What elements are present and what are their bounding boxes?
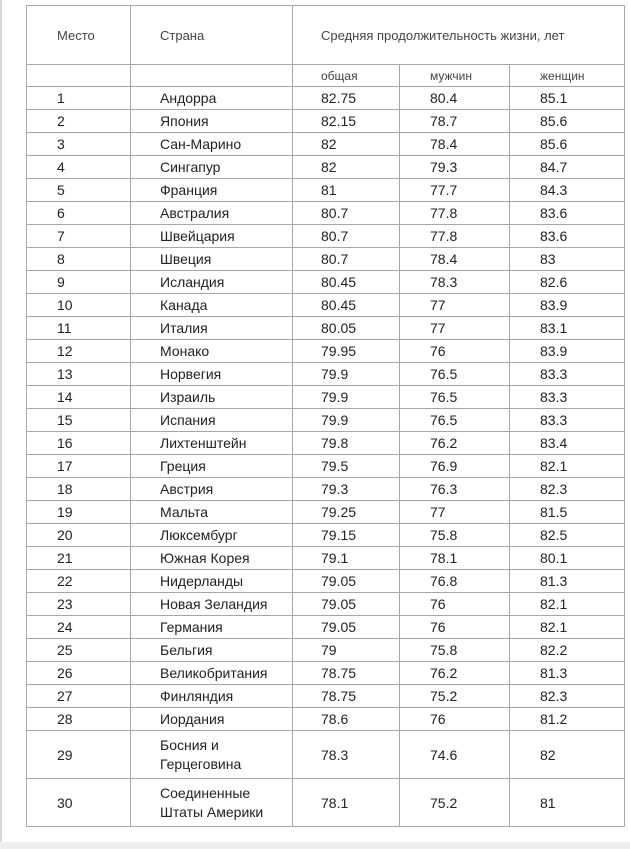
cell-country: Италия bbox=[131, 317, 293, 340]
cell-women: 83.3 bbox=[510, 386, 625, 409]
cell-total: 82 bbox=[293, 156, 400, 179]
cell-men: 80.4 bbox=[400, 87, 510, 110]
cell-country: Франция bbox=[131, 179, 293, 202]
header-life-expectancy: Средняя продолжительность жизни, лет bbox=[293, 6, 625, 65]
header-total: общая bbox=[293, 65, 400, 87]
table-row bbox=[27, 317, 625, 340]
cell-women: 83.1 bbox=[510, 317, 625, 340]
cell-place: 21 bbox=[27, 547, 131, 570]
cell-men: 77.8 bbox=[400, 202, 510, 225]
cell-men: 76 bbox=[400, 708, 510, 731]
table-row bbox=[27, 202, 625, 225]
table-row bbox=[27, 409, 625, 432]
cell-women: 85.6 bbox=[510, 110, 625, 133]
table-row bbox=[27, 363, 625, 386]
table-row bbox=[27, 570, 625, 593]
table-row bbox=[27, 455, 625, 478]
cell-place: 22 bbox=[27, 570, 131, 593]
cell-men: 75.2 bbox=[400, 779, 510, 827]
cell-country: Швеция bbox=[131, 248, 293, 271]
cell-total: 79.8 bbox=[293, 432, 400, 455]
cell-country: Испания bbox=[131, 409, 293, 432]
header-country: Страна bbox=[131, 6, 293, 65]
cell-men: 78.4 bbox=[400, 248, 510, 271]
cell-men: 77.7 bbox=[400, 179, 510, 202]
cell-men: 77.8 bbox=[400, 225, 510, 248]
cell-place: 13 bbox=[27, 363, 131, 386]
table-row bbox=[27, 685, 625, 708]
cell-women: 81.3 bbox=[510, 662, 625, 685]
header-place: Место bbox=[27, 6, 131, 65]
cell-country: Греция bbox=[131, 455, 293, 478]
cell-total: 79.25 bbox=[293, 501, 400, 524]
cell-women: 83 bbox=[510, 248, 625, 271]
table-row bbox=[27, 248, 625, 271]
table-row bbox=[27, 779, 625, 827]
cell-men: 76.5 bbox=[400, 363, 510, 386]
cell-place: 7 bbox=[27, 225, 131, 248]
table-row bbox=[27, 731, 625, 779]
cell-country: Финляндия bbox=[131, 685, 293, 708]
cell-total: 80.7 bbox=[293, 248, 400, 271]
cell-women: 82.5 bbox=[510, 524, 625, 547]
table-row bbox=[27, 524, 625, 547]
table-row bbox=[27, 271, 625, 294]
cell-men: 76 bbox=[400, 616, 510, 639]
cell-women: 82.3 bbox=[510, 685, 625, 708]
cell-total: 79.3 bbox=[293, 478, 400, 501]
cell-men: 79.3 bbox=[400, 156, 510, 179]
cell-place: 8 bbox=[27, 248, 131, 271]
cell-total: 80.45 bbox=[293, 294, 400, 317]
cell-total: 80.7 bbox=[293, 202, 400, 225]
cell-country: Лихтенштейн bbox=[131, 432, 293, 455]
cell-total: 80.7 bbox=[293, 225, 400, 248]
cell-country: Израиль bbox=[131, 386, 293, 409]
cell-place: 3 bbox=[27, 133, 131, 156]
cell-women: 82.6 bbox=[510, 271, 625, 294]
cell-place: 11 bbox=[27, 317, 131, 340]
table-header bbox=[27, 6, 625, 87]
cell-country: Люксембург bbox=[131, 524, 293, 547]
cell-women: 81.2 bbox=[510, 708, 625, 731]
cell-women: 82.1 bbox=[510, 616, 625, 639]
cell-men: 76.5 bbox=[400, 386, 510, 409]
cell-men: 78.4 bbox=[400, 133, 510, 156]
cell-place: 20 bbox=[27, 524, 131, 547]
table-row bbox=[27, 294, 625, 317]
cell-country: Сингапур bbox=[131, 156, 293, 179]
cell-place: 27 bbox=[27, 685, 131, 708]
cell-women: 83.9 bbox=[510, 340, 625, 363]
cell-country: Норвегия bbox=[131, 363, 293, 386]
cell-country: Япония bbox=[131, 110, 293, 133]
header-men: мужчин bbox=[400, 65, 510, 87]
cell-total: 78.1 bbox=[293, 779, 400, 827]
cell-place: 29 bbox=[27, 731, 131, 779]
cell-place: 17 bbox=[27, 455, 131, 478]
table-row bbox=[27, 386, 625, 409]
cell-country: Монако bbox=[131, 340, 293, 363]
cell-country: Мальта bbox=[131, 501, 293, 524]
cell-total: 78.75 bbox=[293, 685, 400, 708]
cell-place: 16 bbox=[27, 432, 131, 455]
life-expectancy-table bbox=[26, 5, 625, 827]
table-row bbox=[27, 87, 625, 110]
cell-men: 77 bbox=[400, 317, 510, 340]
cell-place: 19 bbox=[27, 501, 131, 524]
header-country-empty bbox=[131, 65, 293, 87]
cell-total: 79.9 bbox=[293, 363, 400, 386]
cell-women: 82.1 bbox=[510, 455, 625, 478]
cell-place: 1 bbox=[27, 87, 131, 110]
left-border-line bbox=[0, 0, 2, 842]
cell-country: Швейцария bbox=[131, 225, 293, 248]
cell-country: Великобритания bbox=[131, 662, 293, 685]
cell-place: 6 bbox=[27, 202, 131, 225]
cell-men: 76.2 bbox=[400, 662, 510, 685]
cell-country: Исландия bbox=[131, 271, 293, 294]
table-row bbox=[27, 110, 625, 133]
cell-men: 77 bbox=[400, 501, 510, 524]
cell-men: 76.3 bbox=[400, 478, 510, 501]
cell-women: 80.1 bbox=[510, 547, 625, 570]
cell-women: 81.5 bbox=[510, 501, 625, 524]
cell-country: Соединенные Штаты Америки bbox=[131, 779, 293, 827]
cell-women: 84.3 bbox=[510, 179, 625, 202]
cell-country: Босния и Герцеговина bbox=[131, 731, 293, 779]
table-row bbox=[27, 593, 625, 616]
cell-men: 74.6 bbox=[400, 731, 510, 779]
cell-women: 83.6 bbox=[510, 225, 625, 248]
cell-country: Южная Корея bbox=[131, 547, 293, 570]
cell-men: 76 bbox=[400, 593, 510, 616]
cell-place: 23 bbox=[27, 593, 131, 616]
table-body bbox=[27, 87, 625, 827]
cell-country: Нидерланды bbox=[131, 570, 293, 593]
cell-women: 81.3 bbox=[510, 570, 625, 593]
cell-total: 79.1 bbox=[293, 547, 400, 570]
table-row bbox=[27, 547, 625, 570]
cell-total: 79.5 bbox=[293, 455, 400, 478]
cell-total: 79.9 bbox=[293, 409, 400, 432]
cell-men: 78.1 bbox=[400, 547, 510, 570]
cell-women: 83.4 bbox=[510, 432, 625, 455]
cell-place: 4 bbox=[27, 156, 131, 179]
cell-place: 25 bbox=[27, 639, 131, 662]
cell-country: Новая Зеландия bbox=[131, 593, 293, 616]
header-row-sub bbox=[27, 65, 625, 87]
bottom-bar bbox=[0, 842, 630, 849]
cell-men: 76.8 bbox=[400, 570, 510, 593]
cell-men: 75.2 bbox=[400, 685, 510, 708]
cell-men: 76.9 bbox=[400, 455, 510, 478]
cell-total: 81 bbox=[293, 179, 400, 202]
cell-total: 79.05 bbox=[293, 616, 400, 639]
cell-country: Бельгия bbox=[131, 639, 293, 662]
table-row bbox=[27, 340, 625, 363]
cell-place: 2 bbox=[27, 110, 131, 133]
header-women: женщин bbox=[510, 65, 625, 87]
cell-total: 78.3 bbox=[293, 731, 400, 779]
cell-total: 80.45 bbox=[293, 271, 400, 294]
table-row bbox=[27, 179, 625, 202]
table-row bbox=[27, 639, 625, 662]
cell-women: 85.6 bbox=[510, 133, 625, 156]
header-place-empty bbox=[27, 65, 131, 87]
table-row bbox=[27, 156, 625, 179]
cell-place: 24 bbox=[27, 616, 131, 639]
cell-country: Андорра bbox=[131, 87, 293, 110]
cell-women: 83.9 bbox=[510, 294, 625, 317]
table-row bbox=[27, 501, 625, 524]
cell-place: 18 bbox=[27, 478, 131, 501]
table-row bbox=[27, 133, 625, 156]
cell-country: Канада bbox=[131, 294, 293, 317]
cell-total: 79.15 bbox=[293, 524, 400, 547]
cell-men: 76.5 bbox=[400, 409, 510, 432]
cell-place: 5 bbox=[27, 179, 131, 202]
cell-total: 79.05 bbox=[293, 593, 400, 616]
table-row bbox=[27, 478, 625, 501]
cell-country: Австралия bbox=[131, 202, 293, 225]
cell-total: 78.6 bbox=[293, 708, 400, 731]
cell-place: 26 bbox=[27, 662, 131, 685]
cell-total: 78.75 bbox=[293, 662, 400, 685]
cell-place: 10 bbox=[27, 294, 131, 317]
table-row bbox=[27, 225, 625, 248]
cell-total: 82 bbox=[293, 133, 400, 156]
table-row bbox=[27, 432, 625, 455]
cell-women: 82.2 bbox=[510, 639, 625, 662]
cell-men: 75.8 bbox=[400, 524, 510, 547]
cell-women: 85.1 bbox=[510, 87, 625, 110]
cell-women: 83.6 bbox=[510, 202, 625, 225]
cell-men: 76.2 bbox=[400, 432, 510, 455]
cell-place: 28 bbox=[27, 708, 131, 731]
cell-place: 15 bbox=[27, 409, 131, 432]
cell-country: Германия bbox=[131, 616, 293, 639]
cell-men: 77 bbox=[400, 294, 510, 317]
cell-women: 82.3 bbox=[510, 478, 625, 501]
cell-total: 79 bbox=[293, 639, 400, 662]
table-row bbox=[27, 708, 625, 731]
table-row bbox=[27, 616, 625, 639]
cell-total: 79.05 bbox=[293, 570, 400, 593]
cell-country: Иордания bbox=[131, 708, 293, 731]
cell-women: 82.1 bbox=[510, 593, 625, 616]
cell-women: 81 bbox=[510, 779, 625, 827]
cell-country: Австрия bbox=[131, 478, 293, 501]
cell-total: 79.9 bbox=[293, 386, 400, 409]
cell-place: 14 bbox=[27, 386, 131, 409]
cell-men: 78.3 bbox=[400, 271, 510, 294]
cell-men: 78.7 bbox=[400, 110, 510, 133]
cell-total: 79.95 bbox=[293, 340, 400, 363]
cell-men: 75.8 bbox=[400, 639, 510, 662]
cell-women: 84.7 bbox=[510, 156, 625, 179]
cell-total: 80.05 bbox=[293, 317, 400, 340]
cell-women: 83.3 bbox=[510, 409, 625, 432]
cell-total: 82.15 bbox=[293, 110, 400, 133]
cell-total: 82.75 bbox=[293, 87, 400, 110]
cell-country: Сан-Марино bbox=[131, 133, 293, 156]
cell-men: 76 bbox=[400, 340, 510, 363]
table-row bbox=[27, 662, 625, 685]
header-row-main bbox=[27, 6, 625, 65]
cell-women: 82 bbox=[510, 731, 625, 779]
cell-women: 83.3 bbox=[510, 363, 625, 386]
cell-place: 9 bbox=[27, 271, 131, 294]
cell-place: 30 bbox=[27, 779, 131, 827]
cell-place: 12 bbox=[27, 340, 131, 363]
